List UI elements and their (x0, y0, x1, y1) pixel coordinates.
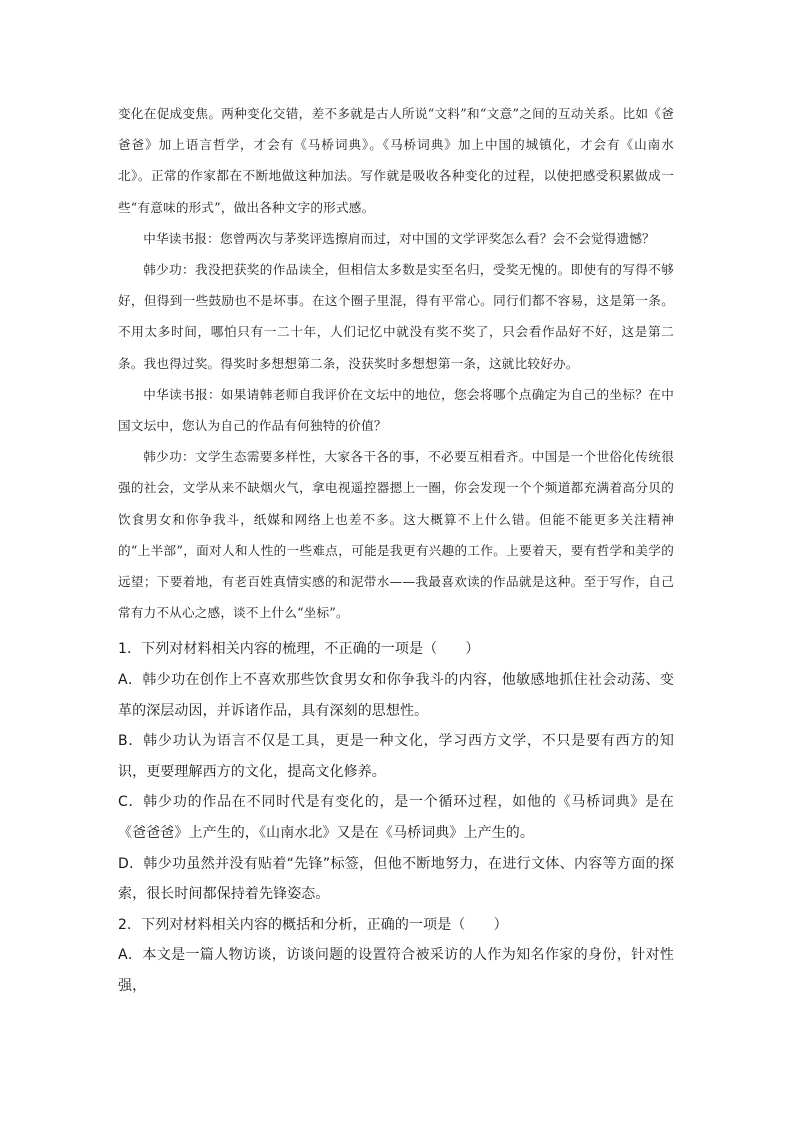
passage-paragraph-1: 变化在促成变焦。两种变化交错，差不多就是古人所说“文料”和“文意”之间的互动关系。比如《爸爸爸》加上语言哲学，才会有《马桥词典》。《马桥词典》加上中国的城镇化，才会有《山南水北》。正常的作家都在不断地做这种加法。写作就是吸收各种变化的过程，以使把感受积累做成一些“有意味的形式”，做出各种文字的形式感。 (118, 106, 674, 215)
passage-paragraph-4: 中华读书报：如果请韩老师自我评价在文坛中的地位，您会将哪个点确定为自己的坐标？在中国文坛中，您认为自己的作品有何独特的价值？ (118, 386, 674, 434)
question-1-stem: 1．下列对材料相关内容的梳理，不正确的一项是（ ） (118, 641, 480, 658)
question-1 (118, 634, 674, 909)
question-1-option-d: D．韩少功虽然并没有贴着“先锋”标签，但他不断地努力，在进行文体、内容等方面的探索，很长时间都保持着先锋姿态。 (118, 855, 674, 903)
question-1-option-b: B．韩少功认为语言不仅是工具，更是一种文化，学习西方文学，不只是要有西方的知识，更要理解西方的文化，提高文化修养。 (118, 733, 674, 780)
question-2-option-a: A．本文是一篇人物访谈，访谈问题的设置符合被采访的人作为知名作家的身份，针对性强， (118, 947, 674, 994)
question-1-option-c: C．韩少功的作品在不同时代是有变化的，是一个循环过程，如他的《马桥词典》是在《爸爸爸》上产生的，《山南水北》又是在《马桥词典》上产生的。 (118, 794, 674, 842)
passage-paragraph-2: 中华读书报：您曾两次与茅奖评选擦肩而过，对中国的文学评奖怎么看？会不会觉得遗憾？ (143, 230, 655, 246)
passage-paragraph-3: 韩少功：我没把获奖的作品读全，但相信太多数是实至名归，受奖无愧的。即使有的写得不够好，但得到一些鼓励也不是坏事。在这个圈子里混，得有平常心。同行们都不容易，这是第一条。不用太多时间，哪怕只有一二十年，人们记忆中就没有奖不奖了，只会看作品好不好，这是第二条。我也得过奖。得奖时多想想第二条，没获奖时多想想第一条，这就比较好办。 (118, 262, 674, 371)
question-2 (118, 910, 674, 1002)
question-1-option-a: A．韩少功在创作上不喜欢那些饮食男女和你争我斗的内容，他敏感地抓住社会动荡、变革的深层动因，并诉诸作品，具有深刻的思想性。 (118, 672, 674, 719)
passage-paragraph-5: 韩少功：文学生态需要多样性，大家各干各的事，不必要互相看齐。中国是一个世俗化传统很强的社会，文学从来不缺烟火气，拿电视遥控器摁上一圈，你会发现一个个频道都充满着高分贝的饮食男女和你争我斗，纸媒和网络上也差不多。这大概算不上什么错。但能不能更多关注精神的“上半部”，面对人和人性的一些难点，可能是我更有兴趣的工作。上要着天，要有哲学和美学的远望；下要着地，有老百姓真情实感的和泥带水——我最喜欢读的作品就是这种。至于写作，自己常有力不从心之感，谈不上什么“坐标”。 (118, 449, 674, 621)
question-2-stem: 2．下列对材料相关内容的概括和分析，正确的一项是（ ） (118, 916, 508, 933)
page-content (118, 98, 674, 1002)
